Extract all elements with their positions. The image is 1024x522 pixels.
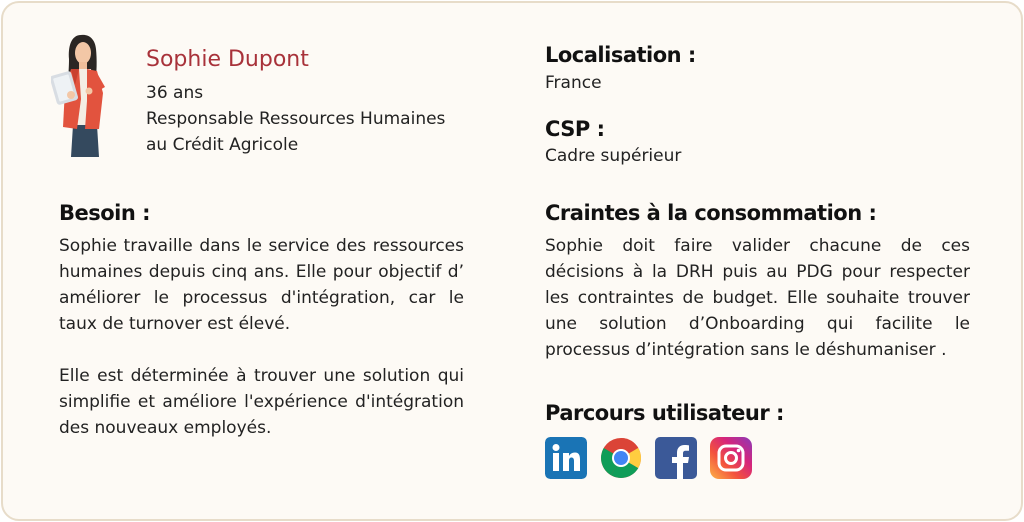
craintes-heading: Craintes à la consommation : — [545, 201, 877, 225]
localisation-value: France — [545, 73, 602, 93]
persona-company: au Crédit Agricole — [146, 135, 299, 155]
besoin-heading: Besoin : — [59, 201, 151, 225]
localisation-heading: Localisation : — [545, 43, 696, 67]
chrome-icon[interactable] — [600, 437, 642, 479]
csp-value: Cadre supérieur — [545, 146, 682, 166]
csp-heading: CSP : — [545, 117, 605, 141]
persona-avatar — [51, 29, 127, 159]
besoin-paragraph-2: Elle est déterminée à trouver une solution qui simplifie et améliore l'expérience d'intégration des nouveaux employés. — [59, 366, 464, 438]
persona-role: Responsable Ressources Humaines — [146, 109, 446, 129]
parcours-icons — [545, 437, 752, 479]
persona-name: Sophie Dupont — [146, 47, 309, 72]
facebook-icon[interactable] — [655, 437, 697, 479]
parcours-heading: Parcours utilisateur : — [545, 401, 784, 425]
instagram-icon[interactable] — [710, 437, 752, 479]
persona-age: 36 ans — [146, 83, 204, 103]
persona-card — [1, 1, 1023, 521]
craintes-paragraph: Sophie doit faire valider chacune de ces décisions à la DRH puis au PDG pour respecter les contraintes de budget. Elle souhaite trouver une solution d’Onboarding qui facilite le processus d’intégration sans le déshumaniser . — [545, 236, 970, 360]
besoin-paragraph-1: Sophie travaille dans le service des ressources humaines depuis cinq ans. Elle pour objectif d’ améliorer le processus d'intégration, car le taux de turnover est élevé. — [59, 236, 464, 334]
linkedin-icon[interactable] — [545, 437, 587, 479]
